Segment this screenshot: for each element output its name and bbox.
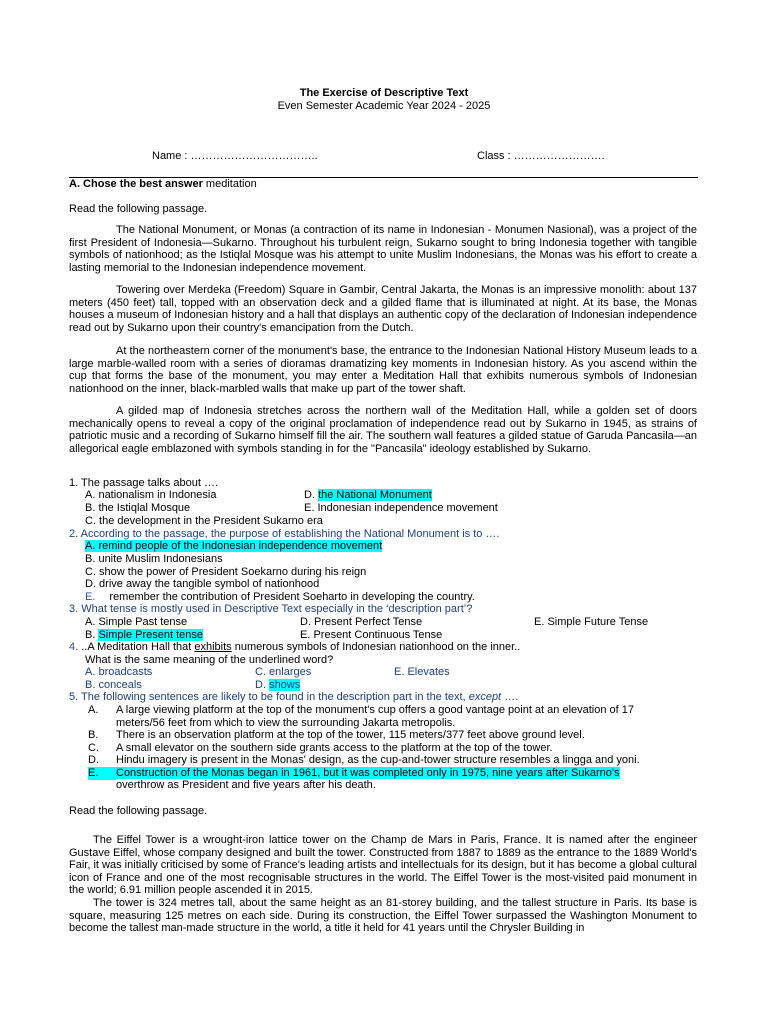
section-heading-bold: A. Chose the best answer xyxy=(69,178,203,190)
q5-option-e xyxy=(88,767,620,780)
q4-option-d xyxy=(255,679,300,692)
q5-option-c-letter: C. xyxy=(88,742,99,754)
q1-option-e: E. Indonesian independence movement xyxy=(304,502,498,514)
passage1-paragraph-4: A gilded map of Indonesia stretches across the northern wall of the Meditation Hall, while a golden set of doors mechanically opens to reveal a copy of the original proclamation of independence read out by Sukarno in 1945, as strains of patriotic music and a recording of Sukarno himself fill the air. The southern wall features a gilded statue of Garuda Pancasila—an allegorical eagle emblazoned with symbols standing in for the "Pancasila" ideology established by Sukarno. xyxy=(69,405,697,455)
q4-stem-question: What is the same meaning of the underlined word? xyxy=(85,654,334,666)
q5-option-c: A small elevator on the southern side grants access to the platform at the top of the tower. xyxy=(116,742,553,754)
q1-option-b: B. the Istiqlal Mosque xyxy=(85,502,191,514)
q1-option-d xyxy=(304,489,432,502)
q1-option-c: C. the development in the President Sukarno era xyxy=(85,515,323,527)
q5-option-a: A large viewing platform at the top of the monument's cup offers a good vantage point at an elevation of 17 meters/56 feet from which to view the surrounding Jakarta metropolis. xyxy=(116,704,635,729)
q2-option-d: D. drive away the tangible symbol of nationhood xyxy=(85,578,320,590)
q5-option-d: Hindu imagery is present in the Monas' design, as the cup-and-tower structure resembles a lingga and yoni. xyxy=(116,754,640,766)
page-title: The Exercise of Descriptive Text xyxy=(299,87,469,99)
q2-option-e-letter: E. xyxy=(85,591,96,603)
q5-option-b: There is an observation platform at the top of the tower, 115 meters/377 feet above ground level. xyxy=(116,729,585,741)
q1-option-d-letter: D. xyxy=(304,489,319,501)
q3-option-e-first: E. Simple Future Tense xyxy=(534,616,649,628)
q3-option-e-second: E. Present Continuous Tense xyxy=(300,629,443,641)
q4-option-a: A. broadcasts xyxy=(85,666,153,678)
q4-option-c: C. enlarges xyxy=(255,666,312,678)
q2-stem: 2. According to the passage, the purpose of establishing the National Monument is to …. xyxy=(69,528,500,540)
q4-option-d-letter: D. xyxy=(255,679,270,691)
q5-option-e-highlight: Construction of the Monas began in 1961, but it was completed only in 1975, nine years after Sukarno's xyxy=(116,767,620,779)
q4-option-b: B. conceals xyxy=(85,679,142,691)
q2-option-e xyxy=(85,591,475,604)
q3-option-d: D. Present Perfect Tense xyxy=(300,616,423,628)
name-field: Name : …………………………….. xyxy=(152,150,318,162)
q2-option-a xyxy=(85,540,382,553)
q1-stem: 1. The passage talks about …. xyxy=(69,477,218,489)
q4-stem-pre: ..A Meditation Hall that xyxy=(78,641,195,653)
instruction-2: Read the following passage. xyxy=(69,805,208,817)
passage1-paragraph-3: At the northeastern corner of the monument's base, the entrance to the Indonesian National History Museum leads to a large marble-walled room with a series of dioramas dramatizing key moments in Indonesian history. As you ascend within the cup that forms the base of the monument, you may enter a Meditation Hall that exhibits numerous symbols of Indonesian nationhood on the inner, black-marbled walls that make up part of the tower shaft. xyxy=(69,345,697,395)
q3-option-b xyxy=(85,629,203,642)
instruction: Read the following passage. xyxy=(69,203,208,215)
page-subtitle: Even Semester Academic Year 2024 - 2025 xyxy=(277,100,491,112)
q3-option-b-highlight: Simple Present tense xyxy=(98,629,204,641)
section-heading xyxy=(69,178,257,191)
q4-option-d-highlight: shows xyxy=(269,679,301,691)
q2-option-c: C. show the power of President Soekarno during his reign xyxy=(85,566,367,578)
q2-option-e-text: remember the contribution of President Soeharto in developing the country. xyxy=(109,591,475,603)
q2-option-a-highlight: A. remind people of the Indonesian independence movement xyxy=(85,540,383,552)
q4-underlined-word: exhibits xyxy=(194,641,232,653)
q1-option-a: A. nationalism in Indonesia xyxy=(85,489,217,501)
q4-stem-post: numerous symbols of Indonesian nationhood on the inner.. xyxy=(231,641,521,653)
q4-option-e: E. Elevates xyxy=(394,666,450,678)
q5-option-b-letter: B. xyxy=(88,729,99,741)
q5-option-d-letter: D. xyxy=(88,754,99,766)
class-field: Class : ……………………. xyxy=(477,150,605,162)
q4-stem xyxy=(69,641,520,654)
q4-number: 4. xyxy=(69,641,79,653)
q5-option-e-letter: E. xyxy=(88,767,116,780)
passage1-paragraph-2: Towering over Merdeka (Freedom) Square in Gambir, Central Jakarta, the Monas is an impressive monolith: about 137 meters (450 feet) tall, topped with an observation deck and a gilded flame that is illuminated at night. At its base, the Monas houses a museum of Indonesian history and a hall that displays an authentic copy of the declaration of Indonesian independence read out by Sukarno upon their country's emancipation from the Dutch. xyxy=(69,284,697,334)
q5-option-a-letter: A. xyxy=(88,704,99,716)
q3-stem: 3. What tense is mostly used in Descriptive Text especially in the ‘description part’? xyxy=(69,603,473,615)
q5-stem-end: …. xyxy=(501,691,519,703)
section-heading-rest: meditation xyxy=(202,178,257,190)
q5-option-e-rest: overthrow as President and five years after his death. xyxy=(116,779,376,791)
q5-stem-italic: except xyxy=(468,691,502,703)
q5-stem xyxy=(69,691,518,704)
passage2-paragraph-2: The tower is 324 metres tall, about the same height as an 81-storey building, and the tallest structure in Paris. Its base is square, measuring 125 metres on each side. During its construction, the Eiffel Tower surpassed the Washington Monument to become the tallest man-made structure in the world, a title it held for 41 years until the Chrysler Building in xyxy=(69,897,697,935)
q3-option-a: A. Simple Past tense xyxy=(85,616,188,628)
passage2-paragraph-1: The Eiffel Tower is a wrought-iron lattice tower on the Champ de Mars in Paris, France. It is named after the engineer Gustave Eiffel, whose company designed and built the tower. Constructed from 1887 to 1889 as the entrance to the 1889 World's Fair, it was initially criticised by some of France's leading artists and intellectuals for its design, but it has become a global cultural icon of France and one of the most recognisable structures in the world. The Eiffel Tower is the most-visited paid monument in the world; 6.91 million people ascended it in 2015. xyxy=(69,834,697,897)
q5-stem-text: 5. The following sentences are likely to be found in the description part in the text, xyxy=(69,691,469,703)
q1-option-d-highlight: the National Monument xyxy=(318,489,432,501)
passage1-paragraph-1: The National Monument, or Monas (a contraction of its name in Indonesian - Monumen Nasional), was a project of the first President of Indonesia—Sukarno. Throughout his turbulent reign, Sukarno sought to bring Indonesia together with tangible symbols of nationhood; as the Istiqlal Mosque was his attempt to unite Muslim Indonesians, the Monas was his effort to create a lasting memorial to the Indonesian independence movement. xyxy=(69,224,697,274)
q3-option-b-letter: B. xyxy=(85,629,99,641)
q2-option-b: B. unite Muslim Indonesians xyxy=(85,553,223,565)
